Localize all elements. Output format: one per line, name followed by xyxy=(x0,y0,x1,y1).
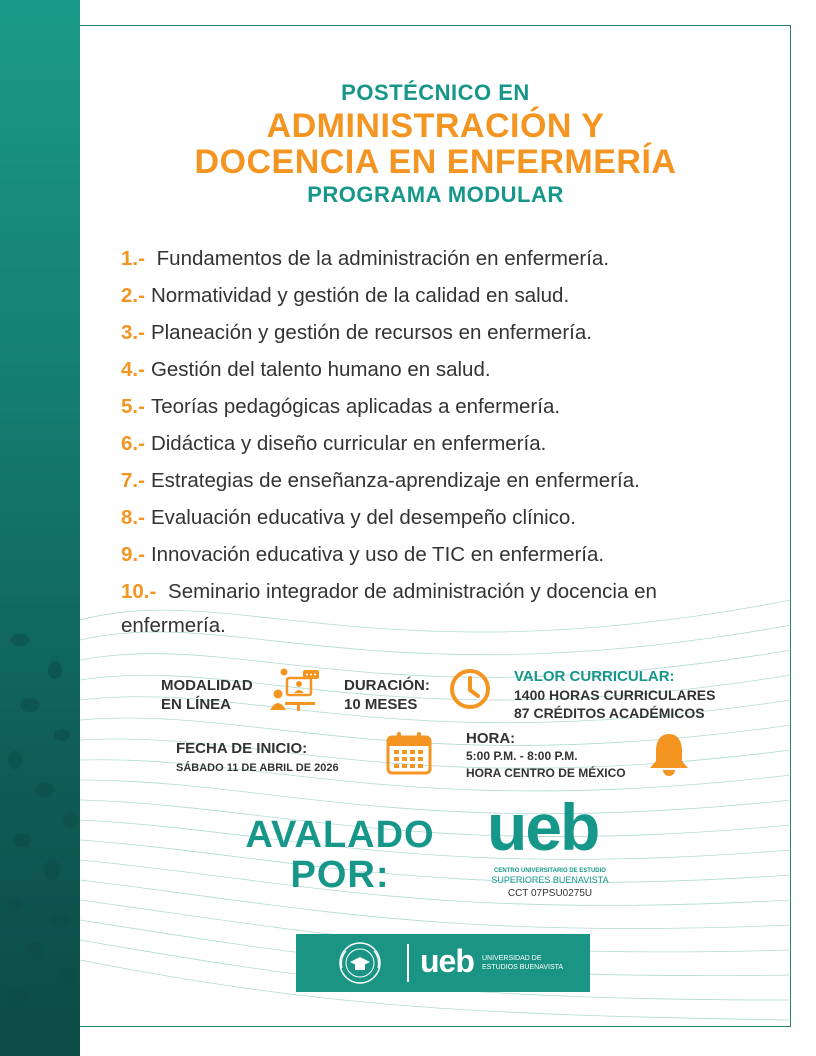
online-class-icon xyxy=(267,668,321,714)
banner-name-line-1: UNIVERSIDAD DE xyxy=(482,955,542,962)
university-banner xyxy=(296,934,590,992)
duracion-value: 10 MESES xyxy=(344,696,418,713)
module-number: 6.- xyxy=(121,432,145,455)
valor-creditos: 87 CRÉDITOS ACADÉMICOS xyxy=(514,705,705,721)
module-text: Planeación y gestión de recursos en enfermería. xyxy=(150,321,592,344)
clock-icon xyxy=(448,667,492,711)
module-item xyxy=(121,427,761,464)
modalidad-label: MODALIDAD xyxy=(161,677,253,694)
avalado-line-1: AVALADO xyxy=(245,814,435,856)
modalidad-info xyxy=(161,676,253,714)
ueb-wordmark: ueb xyxy=(487,790,599,864)
fecha-info xyxy=(176,739,339,777)
header-subtitle: PROGRAMA MODULAR xyxy=(307,182,564,207)
program-title xyxy=(80,108,791,180)
bell-icon xyxy=(646,731,692,777)
valor-label: VALOR CURRICULAR: xyxy=(514,668,675,685)
module-text: Gestión del talento humano en salud. xyxy=(150,358,491,381)
module-number: 4.- xyxy=(121,358,145,381)
module-number: 2.- xyxy=(121,284,145,307)
program-title-line-2: DOCENCIA EN ENFERMERÍA xyxy=(194,143,677,181)
header-pretitle: POSTÉCNICO EN xyxy=(341,80,530,105)
sidebar-decoration xyxy=(0,0,80,1056)
module-item xyxy=(121,501,761,538)
cct-code: CCT 07PSU0275U xyxy=(507,888,593,899)
module-item xyxy=(121,279,761,316)
module-item xyxy=(121,575,681,643)
duracion-label: DURACIÓN: xyxy=(344,677,430,694)
hora-zone: HORA CENTRO DE MÉXICO xyxy=(466,766,626,780)
university-seal-icon xyxy=(336,940,384,986)
module-text: Didáctica y diseño curricular en enfermería. xyxy=(150,432,547,455)
valor-curricular-info xyxy=(514,668,715,722)
banner-ueb-wordmark: ueb xyxy=(420,943,474,979)
leopard-pattern-decoration xyxy=(0,0,80,1056)
module-text: Estrategias de enseñanza-aprendizaje en enfermería. xyxy=(150,469,640,492)
program-title-line-1: ADMINISTRACIÓN Y xyxy=(266,107,605,145)
module-item xyxy=(121,464,761,501)
valor-horas: 1400 HORAS CURRICULARES xyxy=(514,687,716,703)
banner-university-name xyxy=(482,954,563,972)
module-text: Teorías pedagógicas aplicadas a enfermería. xyxy=(150,395,561,418)
ueb-centro-logo xyxy=(485,790,615,903)
fecha-value: SÁBADO 11 DE ABRIL DE 2026 xyxy=(176,762,339,774)
module-item xyxy=(121,353,761,390)
avalado-heading xyxy=(240,815,440,895)
module-item xyxy=(121,390,761,427)
module-number: 8.- xyxy=(121,506,145,529)
banner-name-line-2: ESTUDIOS BUENAVISTA xyxy=(482,964,564,971)
module-text: Normatividad y gestión de la calidad en salud. xyxy=(150,284,570,307)
module-number: 7.- xyxy=(121,469,145,492)
module-number: 10.- xyxy=(121,580,157,603)
module-item xyxy=(121,538,761,575)
module-text: Innovación educativa y uso de TIC en enfermería. xyxy=(150,543,605,566)
module-item xyxy=(121,316,761,353)
module-number: 5.- xyxy=(121,395,145,418)
module-item xyxy=(121,242,761,279)
module-number: 9.- xyxy=(121,543,145,566)
calendar-icon xyxy=(386,731,432,775)
ueb-centro-line-2: SUPERIORES BUENAVISTA xyxy=(491,875,609,885)
duracion-info xyxy=(344,676,430,714)
module-number: 3.- xyxy=(121,321,145,344)
avalado-line-2: POR: xyxy=(290,854,390,896)
banner-divider xyxy=(407,944,409,982)
module-text: Fundamentos de la administración en enfermería. xyxy=(156,247,610,270)
module-text: Seminario integrador de administración y docencia en enfermería. xyxy=(121,580,657,637)
fecha-label: FECHA DE INICIO: xyxy=(176,740,308,757)
modalidad-value: EN LÍNEA xyxy=(161,696,232,713)
hora-info xyxy=(466,729,626,781)
hora-label: HORA: xyxy=(466,730,516,747)
hora-value: 5:00 P.M. - 8:00 P.M. xyxy=(466,749,578,763)
module-number: 1.- xyxy=(121,247,145,270)
ueb-centro-line-1: CENTRO UNIVERSITARIO DE ESTUDIO xyxy=(494,868,606,874)
module-text: Evaluación educativa y del desempeño clínico. xyxy=(150,506,577,529)
module-list xyxy=(121,242,761,643)
